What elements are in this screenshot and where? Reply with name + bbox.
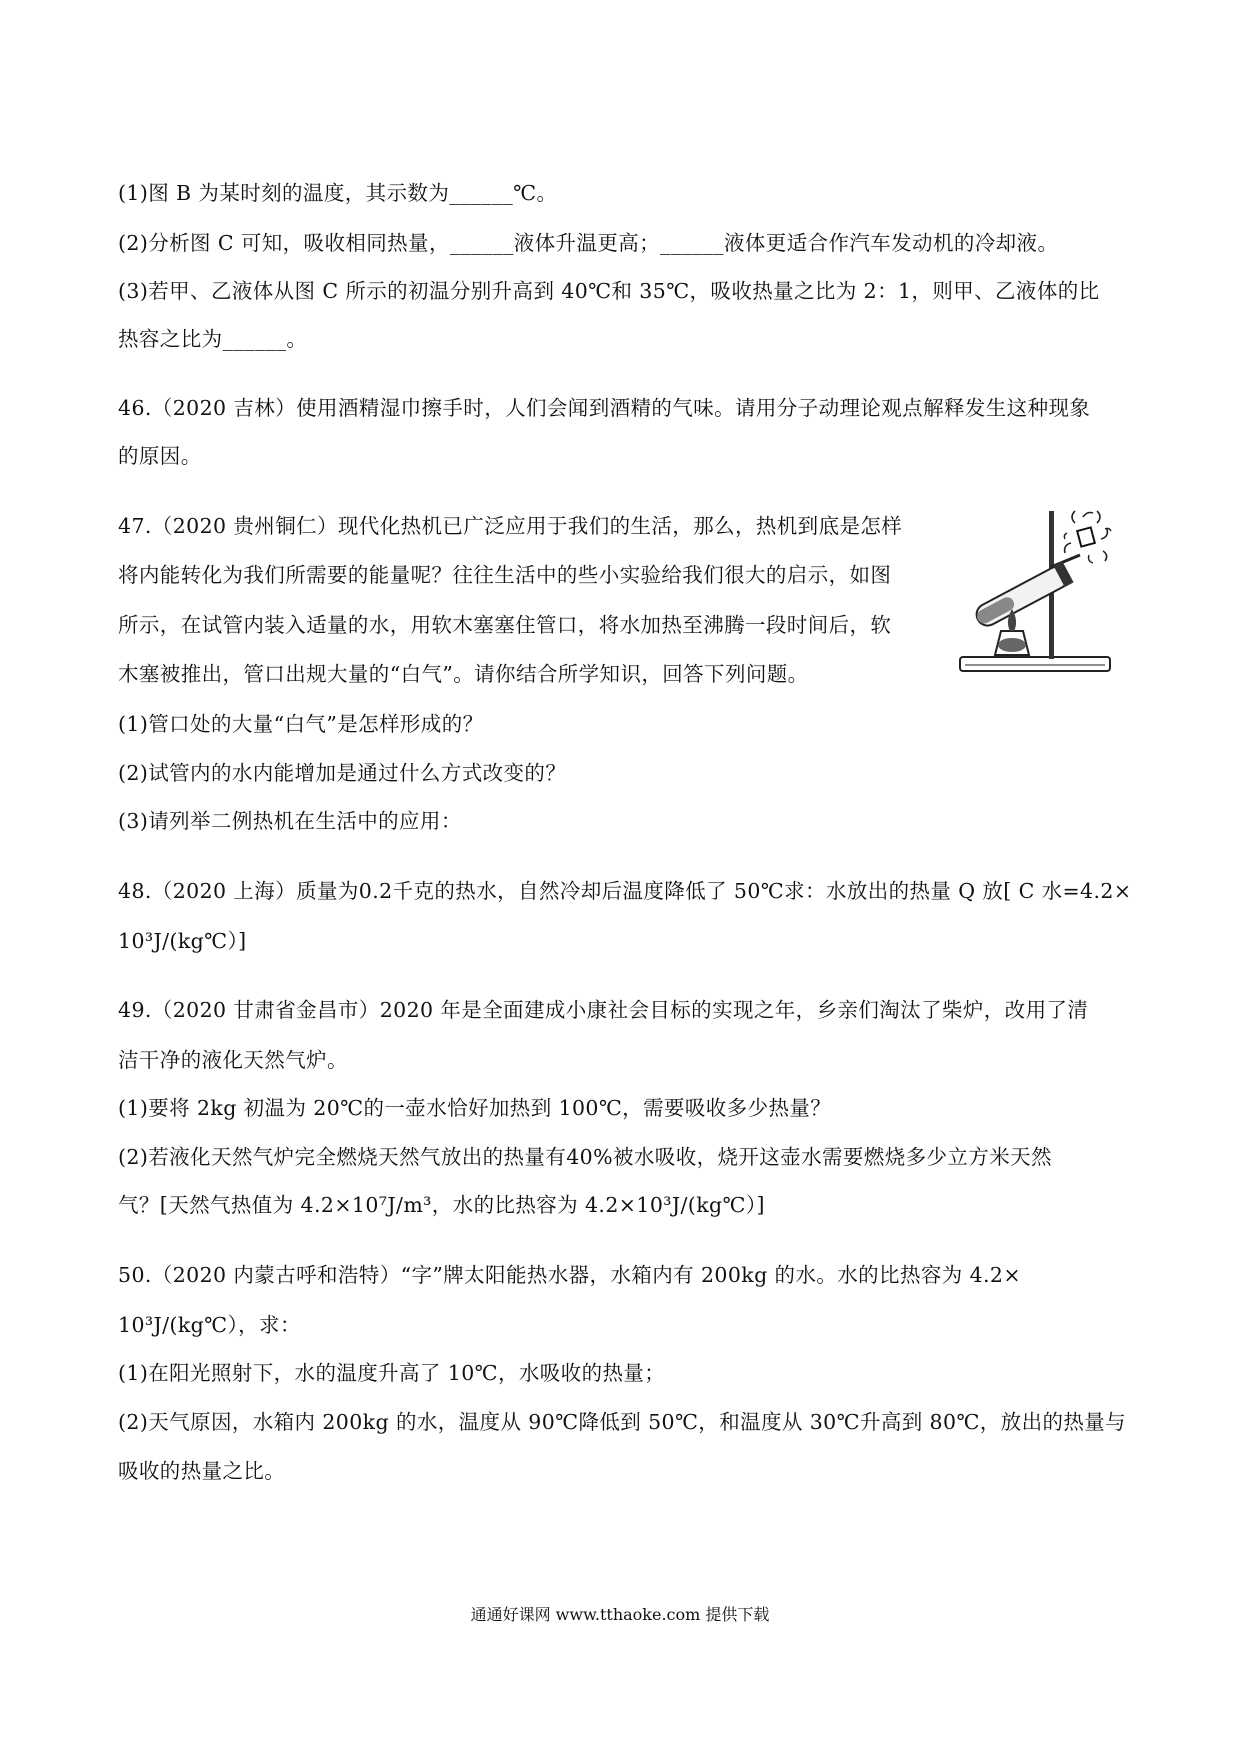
q46-line2: 的原因。	[118, 444, 202, 468]
q47-part1: (1)管口处的大量“白气”是怎样形成的？	[118, 712, 484, 736]
q45-part2: (2)分析图 C 可知，吸收相同热量，______液体升温更高；______液体更适合作汽车发动机的冷却液。	[118, 231, 1059, 255]
page-footer: 通通好课网 www.tthaoke.com 提供下载	[470, 1605, 770, 1624]
q48-line2: 10³J/(kg℃）]	[118, 929, 247, 953]
q50-part2-line1: (2)天气原因，水箱内 200kg 的水，温度从 90℃降低到 50℃，和温度从 30℃升高到 80℃，放出的热量与	[118, 1410, 1127, 1434]
q47-part3: (3)请列举二例热机在生活中的应用：	[118, 809, 462, 833]
q50-line1: 50.（2020 内蒙古呼和浩特）“字”牌太阳能热水器，水箱内有 200kg 的水。水的比热容为 4.2×	[118, 1263, 1021, 1287]
q48-line1: 48.（2020 上海）质量为0.2千克的热水，自然冷却后温度降低了 50℃求：水放出的热量 Q 放[ C 水=4.2×	[118, 879, 1132, 903]
q45-part3-line1: (3)若甲、乙液体从图 C 所示的初温分别升高到 40℃和 35℃，吸收热量之比为 2：1，则甲、乙液体的比	[118, 279, 1100, 303]
q50-part1: (1)在阳光照射下，水的温度升高了 10℃，水吸收的热量；	[118, 1361, 666, 1385]
q49-part2-line2: 气？[天然气热值为 4.2×10⁷J/m³，水的比热容为 4.2×10³J/(kg℃）]	[118, 1193, 765, 1217]
q49-line2: 洁干净的液化天然气炉。	[118, 1048, 348, 1072]
q46-line1: 46.（2020 吉林）使用酒精湿巾擦手时，人们会闻到酒精的气味。请用分子动理论观点解释发生这种现象	[118, 396, 1091, 420]
q50-line2: 10³J/(kg℃），求：	[118, 1313, 301, 1337]
q47-part2: (2)试管内的水内能增加是通过什么方式改变的？	[118, 761, 567, 785]
q47-line3: 所示，在试管内装入适量的水，用软木塞塞住管口，将水加热至沸腾一段时间后，软	[118, 613, 892, 637]
q50-part2-line2: 吸收的热量之比。	[118, 1459, 286, 1483]
q49-line1: 49.（2020 甘肃省金昌市）2020 年是全面建成小康社会目标的实现之年，乡亲们淘汰了柴炉，改用了清	[118, 998, 1089, 1022]
test-tube-heating-apparatus-icon	[955, 505, 1113, 675]
q47-line4: 木塞被推出，管口出规大量的“白气”。请你结合所学知识，回答下列问题。	[118, 662, 809, 686]
q49-part1: (1)要将 2kg 初温为 20℃的一壶水恰好加热到 100℃，需要吸收多少热量？	[118, 1096, 832, 1120]
q45-part1: (1)图 B 为某时刻的温度，其示数为______℃。	[118, 181, 558, 205]
q47-line2: 将内能转化为我们所需要的能量呢？往往生活中的些小实验给我们很大的启示，如图	[118, 563, 892, 587]
q45-part3-line2: 热容之比为______。	[118, 327, 308, 351]
q47-line1: 47.（2020 贵州铜仁）现代化热机已广泛应用于我们的生活，那么，热机到底是怎样	[118, 514, 903, 538]
q49-part2-line1: (2)若液化天然气炉完全燃烧天然气放出的热量有40%被水吸收，烧开这壶水需要燃烧多少立方米天然	[118, 1145, 1052, 1169]
